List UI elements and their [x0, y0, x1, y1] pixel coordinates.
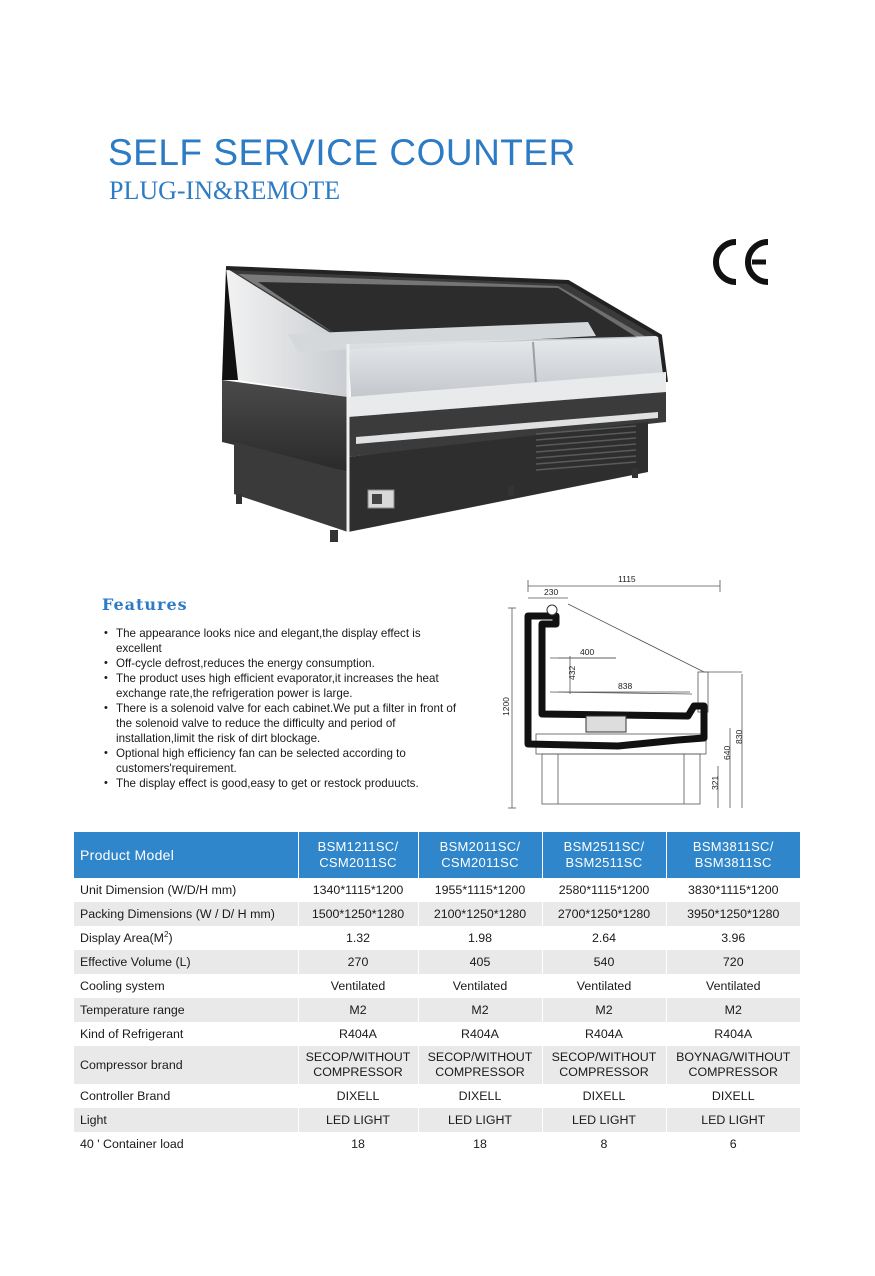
dim-label: 321 [710, 775, 720, 790]
list-item: • There is a solenoid valve for each cabinet.We put a filter in front of the solenoid valve to reduce the difficulty and period of installation,limit the risk of dirt blockage. [103, 701, 463, 746]
header-model: BSM2511SC/ BSM2511SC [542, 832, 666, 878]
list-item: • The appearance looks nice and elegant,the display effect is excellent [103, 626, 463, 656]
table-row: 40 ' Container load 18 18 8 6 [74, 1132, 800, 1156]
page-subtitle: PLUG-IN&REMOTE [109, 176, 341, 205]
table-row: Unit Dimension (W/D/H mm) 1340*1115*1200 1955*1115*1200 2580*1115*1200 3830*1115*1200 [74, 878, 800, 902]
spec-table [74, 832, 800, 1156]
table-row: Effective Volume (L) 270 405 540 720 [74, 950, 800, 974]
display-area-label: Display $Area(M^2)$ [74, 926, 298, 950]
dim-label: 640 [722, 745, 732, 760]
dim-label: 432 [567, 665, 577, 680]
table-row: Controller Brand DIXELL DIXELL DIXELL DIXELL [74, 1084, 800, 1108]
table-row: Kind of Refrigerant R404A R404A R404A R404A [74, 1022, 800, 1046]
header-model: BSM2011SC/ CSM2011SC [418, 832, 542, 878]
dim-label: 230 [544, 587, 559, 597]
ce-mark-icon [708, 236, 772, 288]
list-item: • Optional high efficiency fan can be selected according to customers'requirement. [103, 746, 463, 776]
header-product-model: Product Model [74, 832, 298, 878]
table-row: Packing Dimensions (W / D/ H mm) 1500*1250*1280 2100*1250*1280 2700*1250*1280 3950*1250*1280 [74, 902, 800, 926]
header-model: BSM1211SC/ CSM2011SC [298, 832, 418, 878]
header-model: BSM3811SC/ BSM3811SC [666, 832, 800, 878]
features-list [103, 626, 463, 791]
dim-label: 1115 [618, 574, 636, 584]
list-item: • The display effect is good,easy to get or restock produucts. [103, 776, 463, 791]
list-item: • The product uses high efficient evaporator,it increases the heat exchange rate,the refrigeration power is large. [103, 671, 463, 701]
features-heading: Features [102, 595, 188, 614]
dim-label: 400 [580, 647, 595, 657]
table-row: Display $Area(M^2)$ 1.32 1.98 2.64 3.96 [74, 926, 800, 950]
dim-label: 830 [734, 729, 744, 744]
product-photo [218, 262, 674, 547]
table-header-row [74, 832, 800, 878]
dim-label: 838 [618, 681, 633, 691]
table-row: Cooling system Ventilated Ventilated Ventilated Ventilated [74, 974, 800, 998]
dim-label: 1200 [501, 697, 511, 716]
cross-section-drawing [498, 568, 758, 818]
table-row: Temperature range M2 M2 M2 M2 [74, 998, 800, 1022]
table-row: Compressor brand SECOP/WITHOUT COMPRESSOR SECOP/WITHOUT COMPRESSOR SECOP/WITHOUT COMPRESSOR BOYNAG/WITHOUT COMPRESSOR [74, 1046, 800, 1084]
page-title: SELF SERVICE COUNTER [108, 132, 576, 173]
table-row: Light LED LIGHT LED LIGHT LED LIGHT LED LIGHT [74, 1108, 800, 1132]
list-item: • Off-cycle defrost,reduces the energy consumption. [103, 656, 463, 671]
